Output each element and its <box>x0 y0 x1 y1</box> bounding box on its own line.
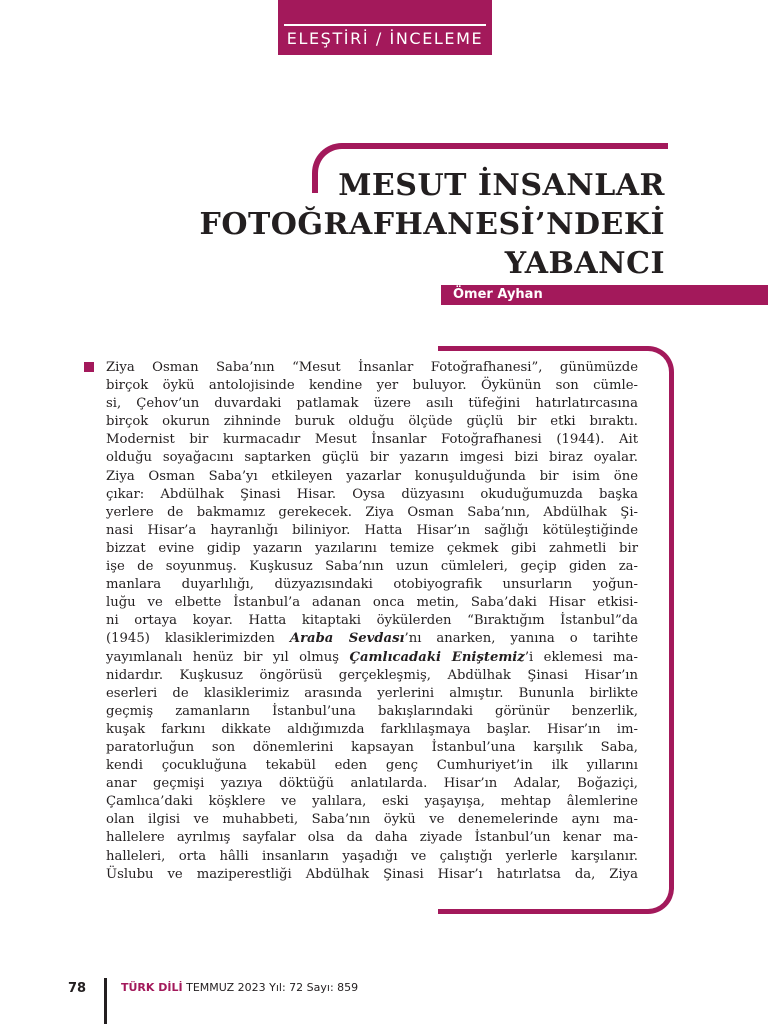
section-tab <box>278 0 492 55</box>
body-line: işe de soyunmuş. Kuşkusuz Saba’nın uzun cümleleri, geçip giden za- <box>106 559 638 575</box>
body-line: manlara duyarlılığı, düzyazısındaki otobiyografik unsurların yoğun- <box>106 577 638 593</box>
body-line: kendi çocukluğuna tekabül eden genç Cumhuriyet’in ilk yıllarını <box>106 758 638 774</box>
section-tab-rule <box>284 24 486 26</box>
body-line: Üslubu ve maziperestliği Abdülhak Şinasi Hisar’ı hatırlatsa da, Ziya <box>106 866 638 882</box>
body-line: olduğu soyağacını saptarken güçlü bir yazarın imgesi bizi biraz oyalar. <box>106 450 638 466</box>
title-line: MESUT İNSANLAR <box>338 168 665 203</box>
body-line: Ziya Osman Saba’yı etkileyen yazarlar konuşulduğunda bir isim öne <box>106 468 638 484</box>
body-line: (1945) klasiklerimizden Araba Sevdası’nı anarken, yanına o tarihte <box>106 631 638 647</box>
body-line: anar geçmişi yazıya döktüğü anlatılarda. Hisar’ın Adalar, Boğaziçi, <box>106 776 638 792</box>
body-line: Çamlıca’daki köşklere ve yalılara, eski yaşayışa, mehtap âlemlerine <box>106 794 638 810</box>
title-line: FOTOĞRAFHANESİ’NDEKİ <box>199 207 665 242</box>
page-number: 78 <box>68 981 87 996</box>
body-line: yerlere de bakmamız gerekecek. Ziya Osman Saba’nın, Abdülhak Şi- <box>106 504 638 520</box>
body-line: si, Çehov’un duvardaki patlamak üzere asılı tüfeğini hatırlatırcasına <box>106 396 638 412</box>
issue-details: TEMMUZ 2023 Yıl: 72 Sayı: 859 <box>186 981 359 994</box>
body-line: olan ilgisi ve muhabbeti, Saba’nın öykü ve denemelerinde aynı ma- <box>106 812 638 828</box>
body-line: yayımlanalı henüz bir yıl olmuş Çamlıcadaki Eniştemiz’i eklemesi ma- <box>106 649 638 665</box>
body-line: bizzat evine gidip yazarın yazılarını temize çekmek gibi zahmetli bir <box>106 540 638 556</box>
section-label: ELEŞTİRİ / İNCELEME <box>286 29 484 48</box>
body-line: kuşak farkını dikkate aldığımızda farklılaşmaya başlar. Hisar’ın im- <box>106 721 638 737</box>
body-line: halleleri, orta hâlli insanların yaşadığı ve çalıştığı yerlerle karşılanır. <box>106 848 638 864</box>
footer-rule <box>104 978 107 1024</box>
body-line: çıkar: Abdülhak Şinasi Hisar. Oysa düzyasını okuduğumuzda başka <box>106 486 638 502</box>
body-line: Modernist bir kurmacadır Mesut İnsanlar Fotoğrafhanesi (1944). Ait <box>106 432 638 448</box>
body-line: hallelere ayrılmış sayfalar olsa da daha ziyade İstanbul’un kenar ma- <box>106 830 638 846</box>
article-body <box>106 359 638 884</box>
body-line: birçok öykü antolojisinde kendine yer buluyor. Öykünün son cümle- <box>106 378 638 394</box>
paragraph-bullet <box>84 362 94 372</box>
body-line: luğu ve elbette İstanbul’a adanan onca metin, Saba’daki Hisar etkisi- <box>106 595 638 611</box>
body-line: ni ortaya koyar. Hatta kitaptaki öykülerden “Bıraktığım İstanbul”da <box>106 613 638 629</box>
body-line: geçmiş zamanların İstanbul’una bakışlarındaki görünür benzerlik, <box>106 703 638 719</box>
body-line: nidardır. Kuşkusuz öngörüsü gerçekleşmiş, Abdülhak Şinasi Hisar’ın <box>106 667 638 683</box>
author-bar <box>441 285 768 305</box>
article-title <box>185 166 665 283</box>
body-line: eserleri de klasiklerimiz arasında yerlerini almıştır. Bununla birlikte <box>106 685 638 701</box>
footer-issue-info <box>121 981 358 994</box>
author-name: Ömer Ayhan <box>453 287 543 302</box>
title-line: YABANCI <box>504 246 665 281</box>
journal-name: TÜRK DİLİ <box>121 981 183 994</box>
body-line: Ziya Osman Saba’nın “Mesut İnsanlar Fotoğrafhanesi”, günümüzde <box>106 360 638 375</box>
body-line: paratorluğun son dönemlerini kapsayan İstanbul’una karşılık Saba, <box>106 739 638 755</box>
body-line: birçok okurun zihninde buruk olduğu ölçüde güçlü bir etki bıraktı. <box>106 414 638 430</box>
body-line: nasi Hisar’a hayranlığı biliniyor. Hatta Hisar’ın sağlığı kötüleştiğinde <box>106 522 638 538</box>
